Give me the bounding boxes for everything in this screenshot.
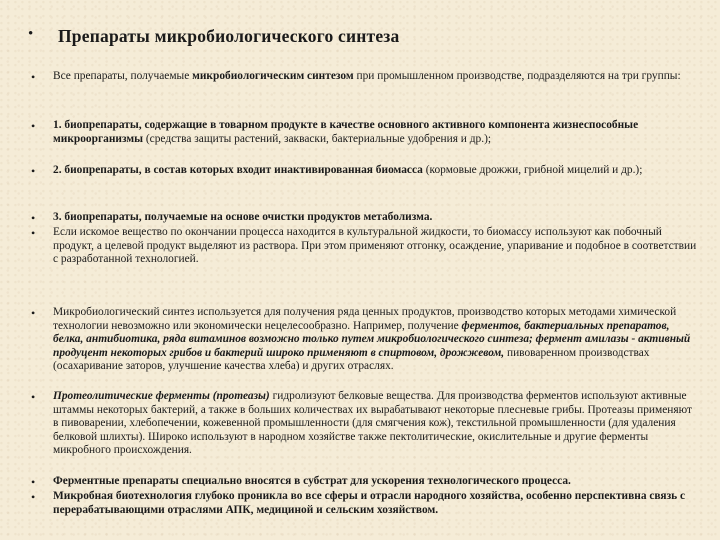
bullet-icon: • [31,475,36,489]
paragraph-groups-intro [53,70,700,84]
paragraph-group-2 [53,164,700,178]
page-title: Препараты микробиологического синтеза [58,26,400,46]
text-run-bold-italic: Протеолитические ферменты (протеазы) [53,390,270,402]
paragraph-group-1 [53,119,700,146]
bullet-icon: • [31,226,36,240]
paragraph-group-3 [53,211,700,225]
text-run: Микробиологический синтез используется для получения ряда ценных продуктов, производство которых методами химической технологии невозможно или экономически нецелесообразно. Например, получение [53,306,677,332]
bullet-icon: • [31,211,36,225]
bullet-icon: • [31,119,36,133]
text-run-bold: 2. биопрепараты, в состав которых входит инактивированная биомасса [53,164,423,176]
text-run: пивоваренном производствах (осахаривание заторов, улучшение качества хлеба) и других отраслях. [53,346,650,373]
text-run-bold: Ферментные препараты специально вносятся в субстрат для ускорения технологического процесса. [53,475,571,487]
text-run: Если искомое вещество по окончании процесса находится в культуральной жидкости, то биомассу используют как побочный продукт, а целевой продукт выделяют из раствора. При этом применяют отгонку, осаждение, упаривание и подобное в соответствии с разработанной технологией. [53,226,697,266]
text-run: Все препараты, получаемые [53,70,193,82]
paragraph-proteases [53,390,700,458]
text-run: при промышленном производстве, подразделяются на три группы: [353,70,681,82]
bullet-icon: • [31,164,36,178]
paragraph-extraction [53,226,700,267]
paragraph-biotech [53,490,700,517]
text-run-bold: Микробная биотехнология глубоко проникла во все сферы и отрасли народного хозяйства, особенно перспективна связь с перерабатывающими отраслями АПК, медициной и сельским хозяйством. [53,490,686,516]
bullet-icon: • [31,306,36,320]
bullet-icon: • [31,390,36,404]
text-run-bold-italic: ферментов, бактериальных препаратов, белка, антибиотика, ряда витаминов возможно только путем микробиологического синтеза; фермент амилазы - активный продуцент некоторых грибов и бактерий широко применяют в спиртовом, дрожжевом, [53,319,691,359]
text-run: (кормовые дрожжи, грибной мицелий и др.); [422,164,643,176]
bullet-icon: • [31,70,36,84]
bullet-icon: • [31,490,36,504]
text-run: (средства защиты растений, закваски, бактериальные удобрения и др.); [143,132,492,145]
text-run-bold: 3. биопрепараты, получаемые на основе очистки продуктов метаболизма. [53,211,433,223]
paragraph-enzyme-preparations [53,475,700,489]
text-run: гидролизуют белковые вещества. Для производства ферментов используют активные штаммы некоторых бактерий, а также в больших количествах их вырабатывают некоторые плесневые грибы. Протеазы применяют в пивоварении, хлебопечении, кожевенной промышленности (для смягчения кож), текстильной промышленности (для удаления белковой шлихты). Широко используют в народном хозяйстве также пектолитические, окислительные и другие ферменты микробного происхождения. [53,390,692,457]
bullet-icon: • [28,26,34,42]
paragraph-synthesis [53,306,700,374]
text-run-bold: микробиологическим синтезом [192,70,354,82]
text-run-bold: 1. биопрепараты, содержащие в товарном продукте в качестве основного активного компонента жизнеспособные микроорганизмы [53,119,639,145]
